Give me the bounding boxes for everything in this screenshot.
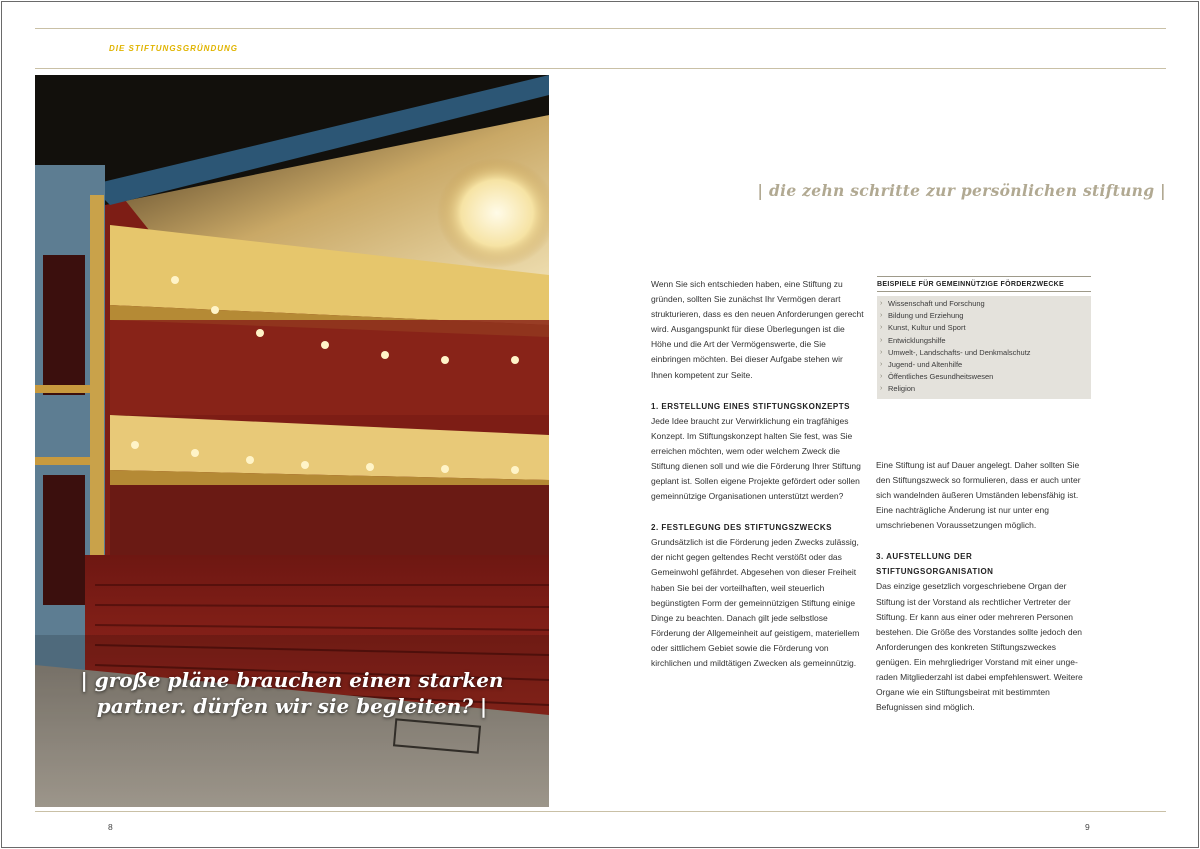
col2-paragraph: Eine Stiftung ist auf Dauer angelegt. Daher sollten Sie den Stiftungszweck so formulieren, dass er auch unter sich wandelnden äußeren Umständen lebensfähig ist. Eine nachträgliche Änderung ist nur unter eng umschriebenen Voraussetzungen möglich. [876, 460, 1081, 531]
examples-box-title: BEISPIELE FÜR GEMEINNÜTZIGE FÖRDERZWECKE [877, 276, 1091, 292]
header-rule [35, 68, 1166, 69]
examples-list [877, 296, 1091, 399]
photo-caption-line1: | große pläne brauchen einen starken [80, 668, 504, 692]
chevron-right-icon: › [880, 324, 883, 332]
chevron-right-icon: › [880, 300, 883, 307]
section-label: DIE STIFTUNGSGRÜNDUNG [109, 44, 238, 53]
chevron-right-icon: › [880, 361, 883, 369]
list-item: › Religion [879, 383, 1091, 395]
text-column-left [651, 277, 865, 671]
top-rule [35, 28, 1166, 29]
chevron-right-icon: › [880, 385, 883, 393]
chevron-right-icon: › [880, 373, 883, 381]
photo-caption [35, 667, 549, 719]
page-number-left: 8 [108, 822, 113, 832]
list-item: › Öffentliches Gesundheitswesen [879, 371, 1091, 383]
page-number-right: 9 [1085, 822, 1090, 832]
list-item: › Bildung und Erziehung [879, 310, 1091, 322]
chevron-right-icon: › [880, 348, 883, 356]
text-column-right [876, 458, 1090, 715]
list-item: › Entwicklungshilfe [879, 335, 1091, 347]
step3-heading: 3. AUFSTELLUNG DER STIFTUNGSORGANISATION [876, 552, 994, 577]
page-heading: | die zehn schritte zur persönlichen stiftung | [757, 181, 1166, 200]
theatre-photo [35, 75, 549, 807]
step1-heading: 1. ERSTELLUNG EINES STIFTUNGSKONZEPTS [651, 401, 850, 411]
footer-rule [35, 811, 1166, 812]
step2-paragraph: Grundsätzlich ist die Förderung jeden Zwecks zulässig, der nicht gegen geltendes Recht verstößt oder das Gemeinwohl gefährdet. Abgesehen von dieser Freiheit haben Sie bei der vorteilhaften, weil steuerlich begünstigten Form der gemeinnützigen Stiftung einige Dinge zu beachten. Danach gilt jede selbstlose Förderung der Allgemeinheit auf geistigem, materiellem oder sittlichem Gebiet sowie die Förderung von kirchlichen und mildtätigen Zwecken als gemeinnützig. [651, 537, 860, 668]
step1-paragraph: Jede Idee braucht zur Verwirklichung ein tragfähiges Konzept. Im Stiftungskonzept halten Sie fest, was Sie erreichen möchten, wem oder welchem Zweck die Stiftung dienen soll und wie die Förderung Ihrer Stiftung geplant ist. Sollen eigene Projekte gefördert oder sollen gemeinnützige Organisationen unterstützt werden? [651, 415, 861, 502]
chevron-right-icon: › [880, 312, 883, 320]
chevron-right-icon: › [880, 336, 883, 344]
list-item: › Umwelt-, Landschafts- und Denkmalschutz [879, 347, 1091, 359]
step2-heading: 2. FESTLEGUNG DES STIFTUNGSZWECKS [651, 523, 832, 533]
list-item: › Jugend- und Altenhilfe [879, 359, 1091, 371]
list-item: › Wissenschaft und Forschung [879, 298, 1091, 310]
list-item: › Kunst, Kultur und Sport [879, 322, 1091, 334]
intro-paragraph: Wenn Sie sich entschieden haben, eine Stiftung zu gründen, sollten Sie zunächst Ihr Vermögen derart strukturieren, dass es den neuen Anforderungen gerecht wird. Ausgangspunkt für diese Überlegungen ist die Höhe und die Art der Vermögenswerte, die Sie einbringen möchten. Bei dieser Aufgabe stehen wir Ihnen kompetent zur Seite. [651, 279, 864, 380]
photo-caption-line2: partner. dürfen wir sie begleiten? | [96, 694, 488, 718]
step3-paragraph: Das einzige gesetzlich vorgeschriebene Organ der Stiftung ist der Vorstand als rechtlicher Vertreter der Stiftung. Er kann aus einer oder mehreren Personen bestehen. Die Größe des Vorstandes sollte jedoch den Anforderungen des konkreten Stiftungszweckes genügen. Ein mehrgliedriger Vorstand mit einer ungeraden Mitgliederzahl ist dabei empfehlenswert. Weitere Organe wie ein Stiftungsbeirat mit bestimmten Befugnissen sind möglich. [876, 581, 1083, 713]
examples-box [877, 276, 1091, 399]
